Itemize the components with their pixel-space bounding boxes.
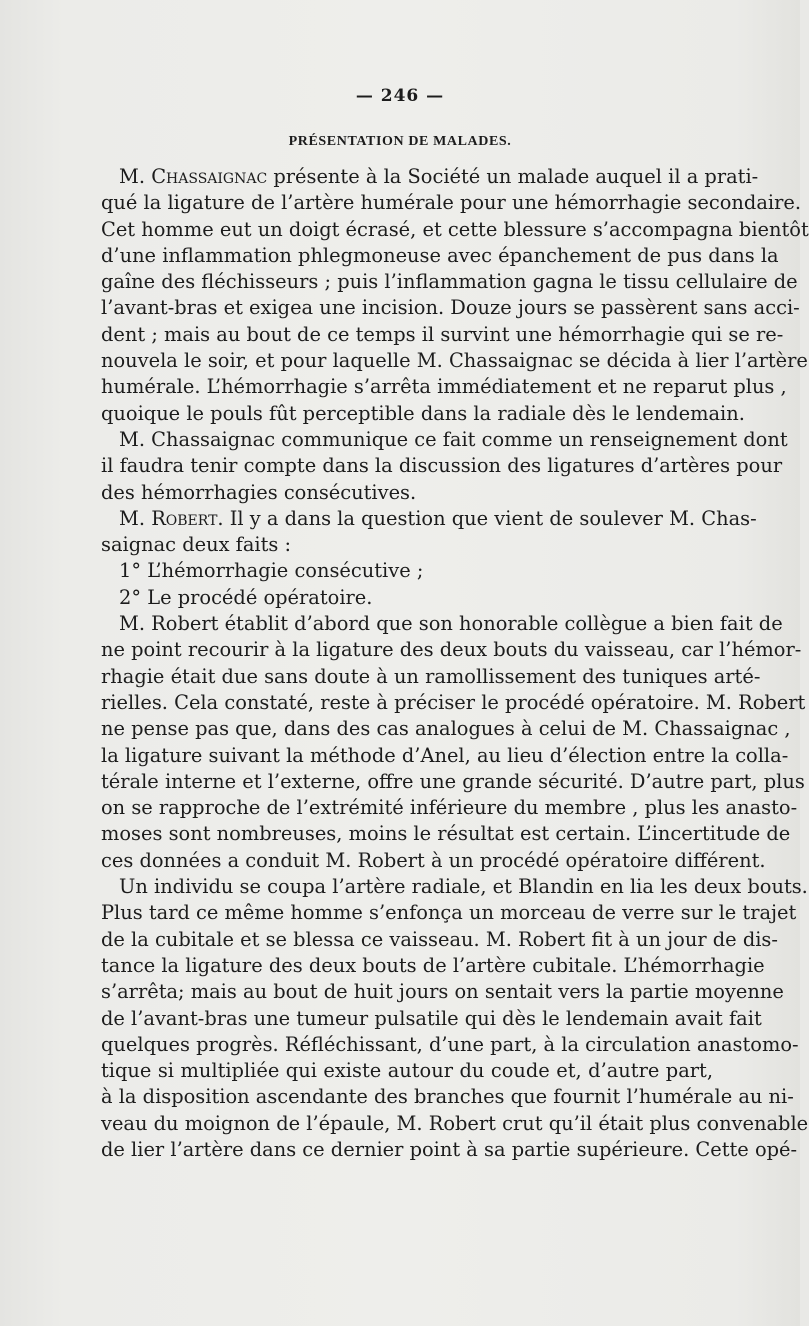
text-line xyxy=(101,401,745,427)
section-title: PRÉSENTATION DE MALADES. xyxy=(288,134,512,149)
text-line xyxy=(101,848,766,874)
text-run: gaîne des fléchisseurs ; puis l’inflammation gagna le tissu cellulaire de xyxy=(101,270,798,294)
text-run: M. Chassaignac communique ce fait comme un renseignement dont xyxy=(119,427,788,451)
text-run: M. xyxy=(119,165,152,188)
text-run: humérale. L’hémorrhagie s’arrêta immédiatement et ne reparut plus , xyxy=(101,375,787,399)
text-run: on se rapproche de l’extrémité inférieure du membre , plus les anasto- xyxy=(101,796,798,820)
text-run: ne point recourir à la ligature des deux bouts du vaisseau, car l’hémor- xyxy=(101,638,802,662)
text-line xyxy=(101,1137,798,1163)
text-run: moses sont nombreuses, moins le résultat est certain. L’incertitude de xyxy=(101,822,791,846)
text-run: nouvela le soir, et pour laquelle M. Chassaignac se décida à lier l’artère xyxy=(101,349,808,373)
text-line xyxy=(101,821,791,847)
text-run: présente à la Société un malade auquel il a prati- xyxy=(267,165,759,188)
text-line xyxy=(101,374,787,400)
text-run: la ligature suivant la méthode d’Anel, au lieu d’élection entre la colla- xyxy=(101,743,789,767)
text-line xyxy=(101,637,802,663)
text-run: Un individu se coupa l’artère radiale, et Blandin en lia les deux bouts. xyxy=(119,875,808,899)
text-line xyxy=(101,164,759,190)
speaker-name: Chassaignac xyxy=(151,165,268,188)
text-run: rhagie était due sans doute à un ramollissement des tuniques arté- xyxy=(101,664,761,688)
text-run: il faudra tenir compte dans la discussion des ligatures d’artères pour xyxy=(101,454,783,478)
text-run: de la cubitale et se blessa ce vaisseau. M. Robert fit à un jour de dis- xyxy=(101,927,778,951)
text-run: quoique le pouls fût perceptible dans la radiale dès le lendemain. xyxy=(101,401,745,425)
text-line xyxy=(101,190,801,216)
text-run: térale interne et l’externe, offre une grande sécurité. D’autre part, plus xyxy=(101,769,805,793)
text-run: M. xyxy=(119,506,152,530)
text-run: de l’avant-bras une tumeur pulsatile qui dès le lendemain avait fait xyxy=(101,1006,762,1030)
text-run: d’une inflammation phlegmoneuse avec épanchement de pus dans la xyxy=(101,243,779,267)
text-line xyxy=(101,348,808,374)
text-line xyxy=(101,427,788,453)
text-line xyxy=(101,585,713,611)
text-line xyxy=(101,1058,713,1084)
text-run: Plus tard ce même homme s’enfonça un morceau de verre sur le trajet xyxy=(101,901,797,925)
text-line xyxy=(101,1084,794,1110)
text-run: ces données a conduit M. Robert à un procédé opératoire différent. xyxy=(101,848,766,872)
text-line xyxy=(101,217,809,243)
text-line xyxy=(101,322,784,348)
text-line xyxy=(101,480,713,506)
text-run: de lier l’artère dans ce dernier point à sa partie supérieure. Cette opé- xyxy=(101,1137,798,1161)
text-line xyxy=(101,558,713,584)
text-line xyxy=(101,927,778,953)
text-run: rielles. Cela constaté, reste à préciser le procédé opératoire. M. Robert xyxy=(101,690,806,714)
text-run: ne pense pas que, dans des cas analogues à celui de M. Chassaignac , xyxy=(101,717,791,741)
text-run: M. Robert établit d’abord que son honorable collègue a bien fait de xyxy=(119,612,783,636)
text-line xyxy=(101,1032,799,1058)
text-run: dent ; mais au bout de ce temps il survint une hémorrhagie qui se re- xyxy=(101,322,784,346)
text-run: à la disposition ascendante des branches que fournit l’humérale au ni- xyxy=(101,1085,794,1109)
text-line xyxy=(101,453,783,479)
text-run: veau du moignon de l’épaule, M. Robert crut qu’il était plus convenable xyxy=(101,1111,809,1135)
page-number: — 246 — xyxy=(355,86,445,106)
text-line xyxy=(101,769,805,795)
text-line xyxy=(101,979,784,1005)
text-line xyxy=(101,953,765,979)
text-run: 1° L’hémorrhagie consécutive ; xyxy=(119,559,424,583)
text-line xyxy=(101,1111,809,1137)
text-line xyxy=(101,611,783,637)
speaker-name: Robert xyxy=(151,506,218,530)
text-line xyxy=(101,743,789,769)
text-line xyxy=(101,1006,762,1032)
text-run: s’arrêta; mais au bout de huit jours on sentait vers la partie moyenne xyxy=(101,980,784,1004)
text-line xyxy=(101,874,808,900)
text-run: . Il y a dans la question que vient de soulever M. Chas- xyxy=(217,506,757,530)
text-run: quelques progrès. Réfléchissant, d’une part, à la circulation anastomo- xyxy=(101,1032,799,1056)
text-line xyxy=(101,716,791,742)
text-run: saignac deux faits : xyxy=(101,533,292,557)
text-line xyxy=(101,690,806,716)
text-run: des hémorrhagies consécutives. xyxy=(101,480,417,504)
text-line xyxy=(101,664,761,690)
text-run: qué la ligature de l’artère humérale pour une hémorrhagie secondaire. xyxy=(101,191,801,215)
text-line xyxy=(101,269,798,295)
text-line xyxy=(101,900,797,926)
text-line xyxy=(101,532,713,558)
text-run: l’avant-bras et exigea une incision. Douze jours se passèrent sans acci- xyxy=(101,296,800,320)
text-run: Cet homme eut un doigt écrasé, et cette blessure s’accompagna bientôt xyxy=(101,217,809,241)
body-text xyxy=(101,164,809,1163)
text-line xyxy=(101,506,757,532)
text-line xyxy=(101,243,779,269)
text-line xyxy=(101,795,798,821)
text-run: tique si multipliée qui existe autour du coude et, d’autre part, xyxy=(101,1059,713,1083)
text-line xyxy=(101,295,800,321)
text-run: 2° Le procédé opératoire. xyxy=(119,585,373,609)
text-run: tance la ligature des deux bouts de l’artère cubitale. L’hémorrhagie xyxy=(101,953,765,977)
